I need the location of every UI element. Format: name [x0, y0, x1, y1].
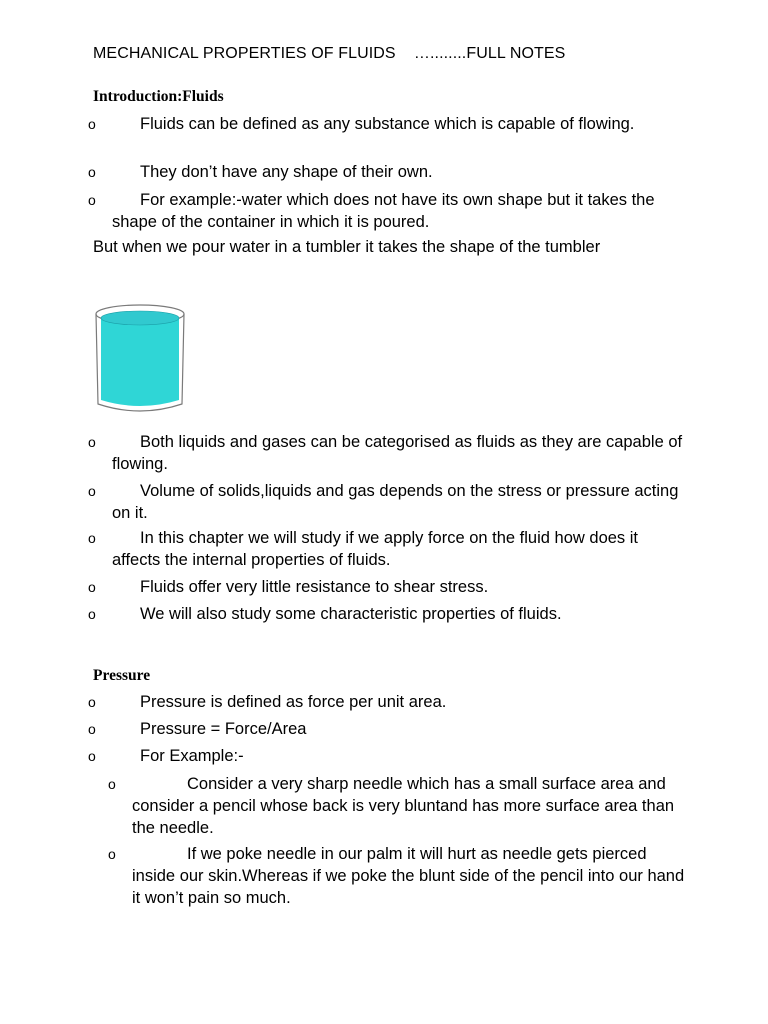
bullet-marker: o [88, 530, 96, 546]
document-title: MECHANICAL PROPERTIES OF FLUIDS …........FULL NOTES [93, 45, 566, 62]
water-tumbler-illustration [92, 300, 188, 418]
bullet-marker: o [88, 192, 96, 208]
bullet-text: Fluids can be defined as any substance which is capable of flowing. [140, 115, 635, 133]
bullet-text: Volume of solids,liquids and gas depends on the stress or pressure acting on it. [112, 482, 679, 522]
bullet-text: For example:-water which does not have its own shape but it takes the shape of the container in which it is poured. [112, 191, 655, 231]
bullet-item [88, 189, 688, 233]
bullet-marker: o [88, 483, 96, 499]
bullet-item [88, 603, 688, 625]
bullet-text: If we poke needle in our palm it will hurt as needle gets pierced inside our skin.Whereas if we poke the blunt side of the pencil into our hand it won’t pain so much. [132, 845, 685, 907]
section-heading-pressure: Pressure [93, 667, 151, 684]
bullet-text: In this chapter we will study if we apply force on the fluid how does it affects the internal properties of fluids. [112, 529, 639, 569]
bullet-item [88, 113, 688, 135]
water-surface [101, 311, 179, 325]
bullet-marker: o [88, 748, 96, 764]
bullet-item [88, 161, 688, 183]
sub-bullet-item [108, 773, 688, 839]
bullet-text: Pressure = Force/Area [140, 720, 307, 738]
bullet-marker: o [108, 846, 116, 862]
bullet-marker: o [88, 434, 96, 450]
bullet-marker: o [88, 164, 96, 180]
bullet-text: We will also study some characteristic properties of fluids. [140, 605, 562, 623]
bullet-item [88, 527, 688, 571]
bullet-item [88, 745, 688, 767]
section-heading-introduction: Introduction:Fluids [93, 88, 224, 105]
bullet-marker: o [88, 606, 96, 622]
sub-bullet-item [108, 843, 688, 909]
water-body [101, 318, 179, 406]
bullet-text: Both liquids and gases can be categorised as fluids as they are capable of flowing. [112, 433, 683, 473]
bullet-text: They don’t have any shape of their own. [140, 163, 433, 181]
body-paragraph: But when we pour water in a tumbler it takes the shape of the tumbler [93, 238, 601, 256]
bullet-item [88, 691, 688, 713]
bullet-marker: o [88, 579, 96, 595]
bullet-item [88, 576, 688, 598]
bullet-text: Pressure is defined as force per unit area. [140, 693, 447, 711]
bullet-item [88, 480, 688, 524]
bullet-marker: o [108, 776, 116, 792]
bullet-text: Consider a very sharp needle which has a small surface area and consider a pencil whose back is very bluntand has more surface area than the needle. [132, 775, 675, 837]
bullet-marker: o [88, 721, 96, 737]
bullet-marker: o [88, 694, 96, 710]
bullet-text: Fluids offer very little resistance to shear stress. [140, 578, 489, 596]
bullet-text: For Example:- [140, 747, 244, 765]
bullet-item [88, 718, 688, 740]
bullet-marker: o [88, 116, 96, 132]
bullet-item [88, 431, 688, 475]
